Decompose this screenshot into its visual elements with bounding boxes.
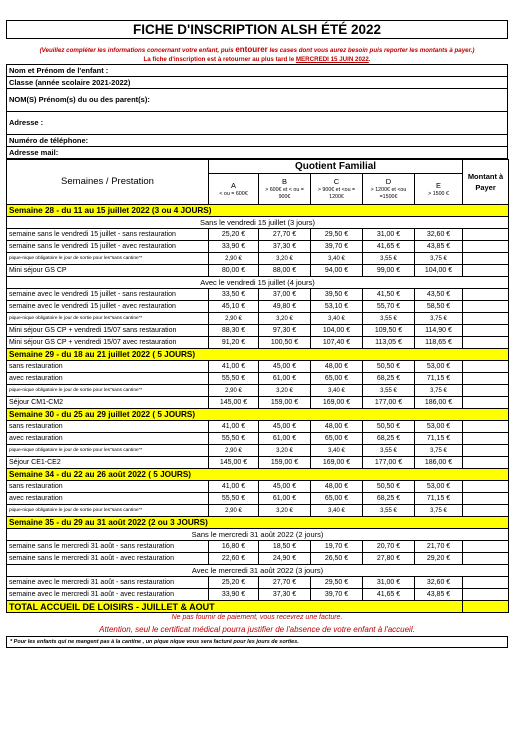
price-cell[interactable]: 33,90 €	[209, 241, 259, 253]
price-cell[interactable]: 41,00 €	[209, 361, 259, 373]
price-cell[interactable]: 48,00 €	[311, 361, 363, 373]
total-label: TOTAL ACCUEIL DE LOISIRS - JUILLET & AOUT	[7, 601, 463, 613]
prestation-label: semaine sans le mercredi 31 août - avec restauration	[7, 553, 209, 565]
table-row	[7, 277, 509, 289]
price-cell[interactable]: 68,25 €	[363, 373, 415, 385]
field-parent-names[interactable]: NOM(S) Prénom(s) du ou des parent(s):	[7, 89, 508, 112]
price-cell[interactable]: 94,00 €	[311, 265, 363, 277]
price-cell[interactable]: 18,50 €	[259, 541, 311, 553]
prestation-label: semaine avec le mercredi 31 août - avec restauration	[7, 589, 209, 601]
price-cell[interactable]: 3,20 €	[259, 313, 311, 325]
price-cell[interactable]: 3,40 €	[311, 253, 363, 265]
qf-range: > 1500 €	[428, 190, 449, 197]
table-row	[7, 205, 509, 217]
table-row	[7, 421, 509, 433]
table-row	[7, 445, 509, 457]
prestation-label: Séjour CM1-CM2	[7, 397, 209, 409]
prestation-label: sans restauration	[7, 421, 209, 433]
price-cell[interactable]: 55,50 €	[209, 433, 259, 445]
instructions-bold: entourer	[235, 45, 268, 54]
price-cell[interactable]: 53,00 €	[415, 361, 463, 373]
picnic-footnote: * Pour les enfants qui ne mangent pas à la cantine , un pique nique vous sera facturé pour les jours de sorties.	[6, 636, 508, 648]
price-cell[interactable]: 43,50 €	[415, 289, 463, 301]
price-cell[interactable]: 61,00 €	[259, 493, 311, 505]
qf-range: > 600€ et < ou = 900€	[265, 187, 304, 200]
price-cell[interactable]: 3,55 €	[363, 313, 415, 325]
amount-to-pay-cell[interactable]	[463, 313, 509, 325]
child-info-table	[6, 64, 508, 159]
medical-certificate-note: Attention, seul le certificat médical pourra justifier de l'absence de votre enfant à l'accueil.	[99, 625, 415, 634]
price-cell[interactable]: 25,20 €	[209, 577, 259, 589]
price-cell[interactable]: 45,10 €	[209, 301, 259, 313]
amount-to-pay-cell[interactable]	[463, 541, 509, 553]
price-cell[interactable]: 3,75 €	[415, 385, 463, 397]
price-cell[interactable]: 91,20 €	[209, 337, 259, 349]
price-cell[interactable]: 68,25 €	[363, 493, 415, 505]
registration-form	[6, 20, 508, 648]
price-cell[interactable]: 43,85 €	[415, 241, 463, 253]
prestation-label: sans restauration	[7, 361, 209, 373]
price-cell[interactable]: 22,60 €	[209, 553, 259, 565]
pricing-table	[6, 159, 509, 613]
table-row	[7, 313, 509, 325]
price-cell[interactable]: 2,90 €	[209, 505, 259, 517]
table-row	[7, 601, 509, 613]
table-row	[7, 349, 509, 361]
price-cell[interactable]: 32,60 €	[415, 229, 463, 241]
prestation-label: Séjour CE1-CE2	[7, 457, 209, 469]
price-cell[interactable]: 55,50 €	[209, 493, 259, 505]
amount-to-pay-cell[interactable]	[463, 433, 509, 445]
price-cell[interactable]: 29,20 €	[415, 553, 463, 565]
price-cell[interactable]: 177,00 €	[363, 457, 415, 469]
price-cell[interactable]: 99,00 €	[363, 265, 415, 277]
price-cell[interactable]: 19,70 €	[311, 541, 363, 553]
price-cell[interactable]: 3,20 €	[259, 505, 311, 517]
price-cell[interactable]: 3,20 €	[259, 253, 311, 265]
price-cell[interactable]: 3,75 €	[415, 313, 463, 325]
amount-to-pay-cell[interactable]	[463, 337, 509, 349]
prestation-label: Mini séjour GS CP	[7, 265, 209, 277]
amount-to-pay-cell[interactable]	[463, 553, 509, 565]
price-cell[interactable]: 169,00 €	[311, 457, 363, 469]
price-cell[interactable]: 31,00 €	[363, 577, 415, 589]
price-cell[interactable]: 55,50 €	[209, 373, 259, 385]
price-cell[interactable]: 65,00 €	[311, 433, 363, 445]
price-cell[interactable]: 53,10 €	[311, 301, 363, 313]
return-suffix: .	[368, 56, 371, 63]
table-row	[7, 253, 509, 265]
price-cell[interactable]: 45,00 €	[259, 361, 311, 373]
sub-heading: Sans le mercredi 31 août 2022 (2 jours)	[7, 529, 509, 541]
price-cell[interactable]: 41,65 €	[363, 589, 415, 601]
price-cell[interactable]: 45,00 €	[259, 421, 311, 433]
table-row	[7, 241, 509, 253]
amount-to-pay-cell[interactable]	[463, 385, 509, 397]
price-cell[interactable]: 41,00 €	[209, 481, 259, 493]
price-cell[interactable]: 177,00 €	[363, 397, 415, 409]
week-heading: Semaine 34 - du 22 au 26 août 2022 ( 5 JOURS)	[7, 469, 509, 481]
price-cell[interactable]: 20,70 €	[363, 541, 415, 553]
amount-to-pay-cell[interactable]	[463, 493, 509, 505]
prestation-label: avec restauration	[7, 433, 209, 445]
price-cell[interactable]: 53,00 €	[415, 481, 463, 493]
price-cell[interactable]: 3,75 €	[415, 505, 463, 517]
price-cell[interactable]: 3,40 €	[311, 445, 363, 457]
price-cell[interactable]: 145,00 €	[209, 397, 259, 409]
price-cell[interactable]: 21,70 €	[415, 541, 463, 553]
price-cell[interactable]: 55,70 €	[363, 301, 415, 313]
prestation-label: pique-nique obligatoire le jour de sortie pour les"sans cantine"*	[7, 253, 209, 265]
instructions-prefix: (Veuillez compléter les informations concernant votre enfant, puis	[39, 47, 236, 54]
sub-heading: Avec le vendredi 15 juillet (4 jours)	[7, 277, 509, 289]
price-cell[interactable]: 65,00 €	[311, 493, 363, 505]
qf-range: > 1200€ et <ou =1500€	[370, 187, 407, 200]
table-row	[7, 529, 509, 541]
header-prestation: Semaines / Prestation	[7, 160, 209, 205]
table-row	[7, 229, 509, 241]
price-cell[interactable]: 58,50 €	[415, 301, 463, 313]
sub-heading: Avec le mercredi 31 août 2022 (3 jours)	[7, 565, 509, 577]
table-row	[7, 301, 509, 313]
price-cell[interactable]: 48,00 €	[311, 481, 363, 493]
field-child-name[interactable]: Nom et Prénom de l'enfant :	[7, 65, 508, 77]
table-row	[7, 457, 509, 469]
price-cell[interactable]: 88,00 €	[259, 265, 311, 277]
qf-letter: C	[333, 177, 340, 186]
amount-to-pay-cell[interactable]	[463, 481, 509, 493]
price-cell[interactable]: 61,00 €	[259, 373, 311, 385]
price-cell[interactable]: 145,00 €	[209, 457, 259, 469]
instructions-suffix: les cases dont vous aurez besoin puis reporter les montants à payer.)	[267, 47, 475, 54]
header-quotient: Quotient Familial	[209, 160, 463, 174]
price-cell[interactable]: 37,30 €	[259, 241, 311, 253]
price-cell[interactable]: 26,50 €	[311, 553, 363, 565]
price-cell[interactable]: 3,40 €	[311, 313, 363, 325]
price-cell[interactable]: 2,90 €	[209, 313, 259, 325]
qf-letter: E	[436, 180, 442, 190]
price-cell[interactable]: 39,50 €	[311, 289, 363, 301]
return-prefix: La fiche d'inscription est à retourner au plus tard le	[143, 56, 296, 63]
price-cell[interactable]: 186,00 €	[415, 397, 463, 409]
field-phone[interactable]: Numéro de téléphone:	[7, 135, 508, 147]
price-cell[interactable]: 41,50 €	[363, 289, 415, 301]
price-cell[interactable]: 39,70 €	[311, 589, 363, 601]
price-cell[interactable]: 27,80 €	[363, 553, 415, 565]
price-cell[interactable]: 68,25 €	[363, 433, 415, 445]
table-row	[7, 493, 509, 505]
prestation-label: pique-nique obligatoire le jour de sortie pour les"sans cantine"*	[7, 445, 209, 457]
return-deadline-note	[6, 56, 508, 63]
price-cell[interactable]: 88,30 €	[209, 325, 259, 337]
price-cell[interactable]: 80,00 €	[209, 265, 259, 277]
prestation-label: avec restauration	[7, 373, 209, 385]
price-cell[interactable]: 3,40 €	[311, 385, 363, 397]
table-row	[7, 541, 509, 553]
prestation-label: semaine sans le vendredi 15 juillet - sans restauration	[7, 229, 209, 241]
week-heading: Semaine 29 - du 18 au 21 juillet 2022 ( 5 JOURS)	[7, 349, 509, 361]
table-row	[7, 481, 509, 493]
price-cell[interactable]: 3,40 €	[311, 505, 363, 517]
price-cell[interactable]: 41,00 €	[209, 421, 259, 433]
price-cell[interactable]: 3,20 €	[259, 445, 311, 457]
table-row	[7, 553, 509, 565]
field-class[interactable]: Classe (année scolaire 2021-2022)	[7, 77, 508, 89]
qf-column-d	[363, 174, 415, 205]
qf-column-b	[259, 174, 311, 205]
form-title: FICHE D'INSCRIPTION ALSH ÉTÉ 2022	[6, 20, 508, 39]
table-row	[7, 517, 509, 529]
table-row	[7, 265, 509, 277]
price-cell[interactable]: 27,70 €	[259, 577, 311, 589]
price-cell[interactable]: 32,60 €	[415, 577, 463, 589]
price-cell[interactable]: 50,50 €	[363, 481, 415, 493]
amount-to-pay-cell[interactable]	[463, 397, 509, 409]
amount-to-pay-cell[interactable]	[463, 361, 509, 373]
price-cell[interactable]: 37,30 €	[259, 589, 311, 601]
price-cell[interactable]: 114,90 €	[415, 325, 463, 337]
price-cell[interactable]: 16,80 €	[209, 541, 259, 553]
prestation-label: semaine avec le mercredi 31 août - sans restauration	[7, 577, 209, 589]
table-row	[7, 385, 509, 397]
amount-to-pay-cell[interactable]	[463, 301, 509, 313]
prestation-label: pique-nique obligatoire le jour de sortie pour les"sans cantine"*	[7, 505, 209, 517]
amount-to-pay-cell[interactable]	[463, 373, 509, 385]
prestation-label: semaine avec le vendredi 15 juillet - avec restauration	[7, 301, 209, 313]
amount-to-pay-cell[interactable]	[463, 325, 509, 337]
price-cell[interactable]: 97,30 €	[259, 325, 311, 337]
amount-to-pay-cell[interactable]	[463, 589, 509, 601]
prestation-label: avec restauration	[7, 493, 209, 505]
instructions-note	[6, 45, 508, 54]
price-cell[interactable]: 39,70 €	[311, 241, 363, 253]
amount-to-pay-cell[interactable]	[463, 289, 509, 301]
amount-to-pay-cell[interactable]	[463, 577, 509, 589]
price-cell[interactable]: 3,55 €	[363, 385, 415, 397]
price-cell[interactable]: 65,00 €	[311, 373, 363, 385]
table-row	[7, 397, 509, 409]
qf-letter: B	[281, 177, 287, 186]
price-cell[interactable]: 109,50 €	[363, 325, 415, 337]
table-row	[7, 361, 509, 373]
table-row	[7, 325, 509, 337]
table-row	[7, 289, 509, 301]
price-cell[interactable]: 37,00 €	[259, 289, 311, 301]
table-row	[7, 337, 509, 349]
qf-column-e	[415, 174, 463, 205]
price-cell[interactable]: 53,00 €	[415, 421, 463, 433]
table-row	[7, 469, 509, 481]
prestation-label: Mini séjour GS CP + vendredi 15/07 avec restauration	[7, 337, 209, 349]
price-cell[interactable]: 3,55 €	[363, 505, 415, 517]
sub-heading: Sans le vendredi 15 juillet (3 jours)	[7, 217, 509, 229]
price-cell[interactable]: 49,80 €	[259, 301, 311, 313]
amount-to-pay-cell[interactable]	[463, 253, 509, 265]
week-heading: Semaine 28 - du 11 au 15 juillet 2022 (3 ou 4 JOURS)	[7, 205, 509, 217]
prestation-label: semaine sans le vendredi 15 juillet - avec restauration	[7, 241, 209, 253]
amount-to-pay-cell[interactable]	[463, 457, 509, 469]
total-amount-cell[interactable]	[463, 601, 509, 613]
price-cell[interactable]: 31,00 €	[363, 229, 415, 241]
price-cell[interactable]: 71,15 €	[415, 493, 463, 505]
field-address[interactable]: Adresse :	[7, 112, 508, 135]
prestation-label: semaine avec le vendredi 15 juillet - sans restauration	[7, 289, 209, 301]
no-payment-note: Ne pas fournir de paiement, vous recevrez une facture.	[171, 614, 343, 621]
week-heading: Semaine 35 - du 29 au 31 août 2022 (2 ou 3 JOURS)	[7, 517, 509, 529]
prestation-label: pique-nique obligatoire le jour de sortie pour les"sans cantine"*	[7, 385, 209, 397]
table-row	[7, 409, 509, 421]
qf-range: > 900€ et <ou = 1200€	[317, 187, 356, 200]
price-cell[interactable]: 43,85 €	[415, 589, 463, 601]
week-heading: Semaine 30 - du 25 au 29 juillet 2022 ( 5 JOURS)	[7, 409, 509, 421]
price-cell[interactable]: 48,00 €	[311, 421, 363, 433]
price-cell[interactable]: 2,90 €	[209, 253, 259, 265]
price-cell[interactable]: 107,40 €	[311, 337, 363, 349]
table-row	[7, 589, 509, 601]
qf-letter: D	[385, 177, 392, 186]
price-cell[interactable]: 24,90 €	[259, 553, 311, 565]
prestation-label: sans restauration	[7, 481, 209, 493]
table-row	[7, 373, 509, 385]
table-row	[7, 217, 509, 229]
price-cell[interactable]: 41,65 €	[363, 241, 415, 253]
price-cell[interactable]: 3,55 €	[363, 253, 415, 265]
price-cell[interactable]: 186,00 €	[415, 457, 463, 469]
price-cell[interactable]: 71,15 €	[415, 433, 463, 445]
qf-range: < ou = 600€	[219, 190, 248, 197]
prestation-label: semaine sans le mercredi 31 août - sans restauration	[7, 541, 209, 553]
qf-column-c	[311, 174, 363, 205]
amount-to-pay-cell[interactable]	[463, 229, 509, 241]
price-cell[interactable]: 113,05 €	[363, 337, 415, 349]
price-cell[interactable]: 61,00 €	[259, 433, 311, 445]
price-cell[interactable]: 3,55 €	[363, 445, 415, 457]
table-row	[7, 433, 509, 445]
price-cell[interactable]: 104,00 €	[415, 265, 463, 277]
amount-to-pay-cell[interactable]	[463, 265, 509, 277]
amount-to-pay-cell[interactable]	[463, 241, 509, 253]
amount-to-pay-cell[interactable]	[463, 421, 509, 433]
header-amount: Montant à Payer	[463, 160, 509, 205]
qf-letter: A	[230, 180, 236, 190]
price-cell[interactable]: 159,00 €	[259, 397, 311, 409]
price-cell[interactable]: 3,20 €	[259, 385, 311, 397]
table-row	[7, 565, 509, 577]
prestation-label: Mini séjour GS CP + vendredi 15/07 sans restauration	[7, 325, 209, 337]
price-cell[interactable]: 29,50 €	[311, 229, 363, 241]
price-cell[interactable]: 2,90 €	[209, 445, 259, 457]
price-cell[interactable]: 27,70 €	[259, 229, 311, 241]
price-cell[interactable]: 50,50 €	[363, 361, 415, 373]
price-cell[interactable]: 100,50 €	[259, 337, 311, 349]
table-row	[7, 577, 509, 589]
price-cell[interactable]: 2,90 €	[209, 385, 259, 397]
amount-to-pay-cell[interactable]	[463, 505, 509, 517]
price-cell[interactable]: 159,00 €	[259, 457, 311, 469]
amount-to-pay-cell[interactable]	[463, 445, 509, 457]
price-cell[interactable]: 104,00 €	[311, 325, 363, 337]
qf-column-a	[209, 174, 259, 205]
price-cell[interactable]: 50,50 €	[363, 421, 415, 433]
table-row	[7, 505, 509, 517]
price-cell[interactable]: 118,65 €	[415, 337, 463, 349]
price-cell[interactable]: 33,50 €	[209, 289, 259, 301]
price-cell[interactable]: 29,50 €	[311, 577, 363, 589]
price-cell[interactable]: 3,75 €	[415, 253, 463, 265]
field-email[interactable]: Adresse mail:	[7, 147, 508, 159]
price-cell[interactable]: 45,00 €	[259, 481, 311, 493]
price-cell[interactable]: 3,75 €	[415, 445, 463, 457]
prestation-label: pique-nique obligatoire le jour de sortie pour les"sans cantine"*	[7, 313, 209, 325]
price-cell[interactable]: 25,20 €	[209, 229, 259, 241]
return-date: MERCREDI 15 JUIN 2022	[295, 56, 369, 63]
price-cell[interactable]: 33,90 €	[209, 589, 259, 601]
price-cell[interactable]: 71,15 €	[415, 373, 463, 385]
price-cell[interactable]: 169,00 €	[311, 397, 363, 409]
